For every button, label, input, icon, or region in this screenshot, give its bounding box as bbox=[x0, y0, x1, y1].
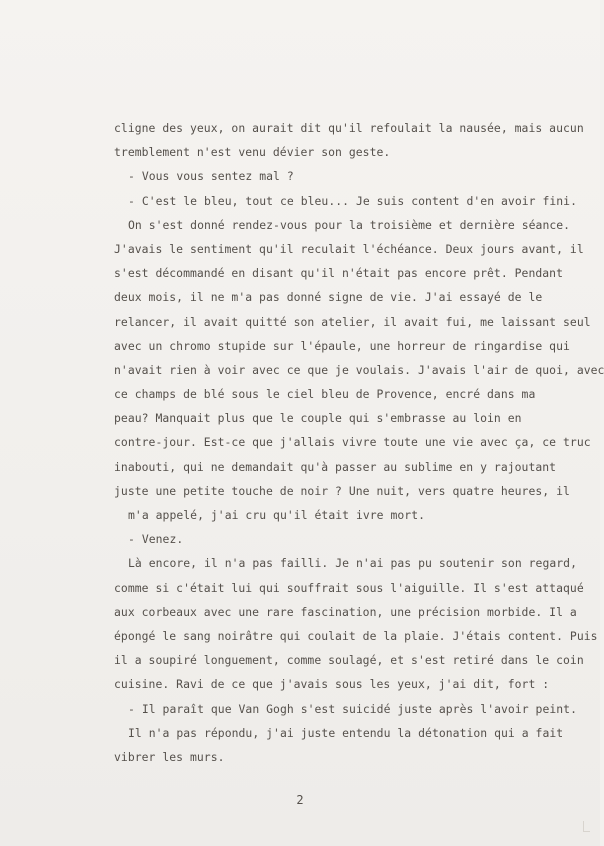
text-line: n'avait rien à voir avec ce que je voulais. J'avais l'air de quoi, avec bbox=[114, 362, 604, 377]
text-line: cligne des yeux, on aurait dit qu'il refoulait la nausée, mais aucun bbox=[114, 121, 584, 135]
text-line: peau? Manquait plus que le couple qui s'embrasse au loin en bbox=[114, 411, 522, 426]
text-line: comme si c'était lui qui souffrait sous l'aiguille. Il s'est attaqué bbox=[114, 580, 584, 595]
text-line: avec un chromo stupide sur l'épaule, une horreur de ringardise qui bbox=[114, 338, 570, 353]
text-line: s'est décommandé en disant qu'il n'était pas encore prêt. Pendant bbox=[114, 266, 564, 281]
text-line: J'avais le sentiment qu'il reculait l'échéance. Deux jours avant, il bbox=[114, 241, 584, 256]
text-line: aux corbeaux avec une rare fascination, une précision morbide. Il a bbox=[114, 604, 577, 619]
text-line: il a soupiré longuement, comme soulagé, et s'est retiré dans le coin bbox=[114, 653, 584, 668]
dialogue-line: - Vous vous sentez mal ? bbox=[128, 169, 294, 184]
text-line: cuisine. Ravi de ce que j'avais sous les yeux, j'ai dit, fort : bbox=[114, 677, 550, 692]
text-line: tremblement n'est venu dévier son geste. bbox=[114, 145, 391, 160]
paragraph-start: On s'est donné rendez-vous pour la troisième et dernière séance. bbox=[128, 217, 571, 232]
page-number: 2 bbox=[296, 793, 304, 807]
body-text bbox=[114, 116, 604, 769]
dialogue-line: - Venez. bbox=[128, 532, 184, 547]
text-line: deux mois, il ne m'a pas donné signe de vie. J'ai essayé de le bbox=[114, 290, 543, 305]
dialogue-line: - Il paraît que Van Gogh s'est suicidé juste après l'avoir peint. bbox=[128, 701, 578, 716]
paragraph-start: Il n'a pas répondu, j'ai juste entendu la détonation qui a fait bbox=[128, 725, 564, 740]
text-line: vibrer les murs. bbox=[114, 749, 225, 764]
text-line: ce champs de blé sous le ciel bleu de Provence, encré dans ma bbox=[114, 387, 536, 402]
text-line: épongé le sang noirâtre qui coulait de la plaie. J'étais content. Puis bbox=[114, 628, 598, 643]
text-line: inabouti, qui ne demandait qu'à passer au sublime en y rajoutant bbox=[114, 459, 557, 474]
text-line: m'a appelé, j'ai cru qu'il était ivre mort. bbox=[128, 508, 426, 522]
paragraph-start: Là encore, il n'a pas failli. Je n'ai pas pu soutenir son regard, bbox=[128, 556, 578, 571]
text-line: relancer, il avait quitté son atelier, il avait fui, me laissant seul bbox=[114, 314, 591, 329]
paper-corner-mark bbox=[583, 821, 590, 832]
dialogue-line: - C'est le bleu, tout ce bleu... Je suis content d'en avoir fini. bbox=[128, 193, 578, 208]
text-line: juste une petite touche de noir ? Une nuit, vers quatre heures, il bbox=[114, 483, 570, 498]
text-line: contre-jour. Est-ce que j'allais vivre toute une vie avec ça, ce truc bbox=[114, 435, 591, 450]
